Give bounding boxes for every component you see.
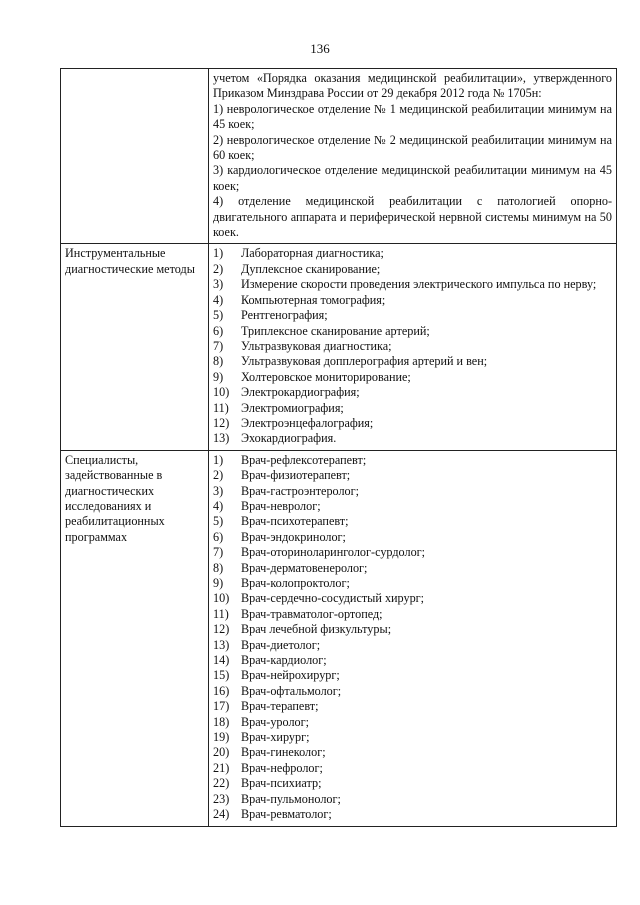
list-item-text: Электроэнцефалография; <box>241 415 374 430</box>
list-item-number: 15) <box>213 668 230 683</box>
list-item-number: 7) <box>213 545 224 560</box>
row1-intro: учетом «Порядка оказания медицинской реабилитации», утвержденного Приказом Минздрава России от 29 декабря 2012 года № 1705н: <box>213 71 612 101</box>
list-item <box>213 684 612 699</box>
list-item <box>213 453 612 468</box>
list-item <box>213 607 612 622</box>
list-item <box>213 638 612 653</box>
list-item-number: 23) <box>213 791 230 806</box>
list-item-number: 4) <box>213 498 224 513</box>
list-item-number: 22) <box>213 776 230 791</box>
list-item <box>213 622 612 637</box>
list-item-number: 5) <box>213 308 224 323</box>
list-item-text: Врач-дерматовенеролог; <box>241 560 368 575</box>
list-item-text: Врач-оториноларинголог-сурдолог; <box>241 545 426 560</box>
list-item <box>213 339 612 354</box>
specialists-list <box>213 453 612 823</box>
list-item <box>213 668 612 683</box>
table-row <box>61 69 617 244</box>
list-item <box>213 807 612 822</box>
row1-content-cell <box>209 69 617 244</box>
list-item <box>213 431 612 446</box>
list-item-text: Врач-рефлексотерапевт; <box>241 452 367 467</box>
list-item <box>213 262 612 277</box>
list-item <box>213 576 612 591</box>
list-item <box>213 591 612 606</box>
list-item <box>213 776 612 791</box>
list-item-text: Врач-ревматолог; <box>241 807 332 822</box>
list-item: 3) кардиологическое отделение медицинской реабилитации минимум на 45 коек; <box>213 163 612 193</box>
list-item-text: Врач-нефролог; <box>241 760 323 775</box>
list-item <box>213 530 612 545</box>
list-item-number: 21) <box>213 760 230 775</box>
list-item-number: 4) <box>213 292 224 307</box>
list-item <box>213 730 612 745</box>
list-item <box>213 370 612 385</box>
list-item-text: Дуплексное сканирование; <box>241 261 381 276</box>
list-item-number: 5) <box>213 514 224 529</box>
list-item <box>213 324 612 339</box>
row1-label-cell <box>61 69 209 244</box>
list-item-text: Врач-травматолог-ортопед; <box>241 606 383 621</box>
row3-content-cell <box>209 450 617 826</box>
list-item-number: 9) <box>213 369 224 384</box>
list-item-number: 12) <box>213 622 230 637</box>
list-item-text: Врач-терапевт; <box>241 699 319 714</box>
list-item-number: 8) <box>213 354 224 369</box>
list-item <box>213 561 612 576</box>
page-number: 136 <box>310 41 330 56</box>
list-item <box>213 401 612 416</box>
list-item <box>213 277 612 292</box>
list-item-number: 12) <box>213 415 230 430</box>
list-item-number: 9) <box>213 576 224 590</box>
list-item-text: Врач-психиатр; <box>241 776 322 791</box>
list-item-number: 18) <box>213 714 230 729</box>
list-item: 1) неврологическое отделение № 1 медицинской реабилитации минимум на 45 коек; <box>213 101 612 132</box>
list-item-number: 10) <box>213 385 230 400</box>
list-item-number: 6) <box>213 529 224 544</box>
document-table <box>60 68 617 827</box>
list-item-text: Врач-эндокринолог; <box>241 529 346 544</box>
list-item-text: Врач-колопроктолог; <box>241 576 350 590</box>
list-item-text: Врач-диетолог; <box>241 637 321 652</box>
diagnostic-methods-list <box>213 246 612 446</box>
list-item-text: Врач лечебной физкультуры; <box>241 622 392 637</box>
list-item <box>213 545 612 560</box>
list-item-text: Врач-пульмонолог; <box>241 791 341 806</box>
list-item-text: Компьютерная томография; <box>241 292 386 307</box>
list-item-number: 11) <box>213 606 229 621</box>
list-item-number: 13) <box>213 637 230 652</box>
list-item <box>213 653 612 668</box>
list-item <box>213 246 612 261</box>
list-item <box>213 385 612 400</box>
row2-label-cell: Инструментальные диагностические методы <box>61 244 209 450</box>
list-item-text: Рентгенография; <box>241 308 328 323</box>
list-item-number: 17) <box>213 699 230 714</box>
list-item-text: Врач-кардиолог; <box>241 653 327 668</box>
row3-label-cell: Специалисты, задействованные в диагностических исследованиях и реабилитационных программах <box>61 450 209 826</box>
list-item-text: Ультразвуковая допплерография артерий и вен; <box>241 354 488 369</box>
table-row <box>61 244 617 450</box>
list-item-text: Электромиография; <box>241 400 344 415</box>
list-item-number: 10) <box>213 591 230 606</box>
table-row <box>61 450 617 826</box>
list-item-text: Холтеровское мониторирование; <box>241 369 411 384</box>
list-item <box>213 293 612 308</box>
list-item-text: Врач-хирург; <box>241 730 310 745</box>
list-item <box>213 499 612 514</box>
list-item-text: Врач-психотерапевт; <box>241 514 349 529</box>
list-item-number: 19) <box>213 730 230 745</box>
list-item-number: 3) <box>213 483 224 498</box>
list-item-number: 8) <box>213 560 224 575</box>
list-item: 2) неврологическое отделение № 2 медицинской реабилитации минимум на 60 коек; <box>213 132 612 163</box>
list-item <box>213 308 612 323</box>
list-item-number: 16) <box>213 683 230 698</box>
list-item-number: 14) <box>213 653 230 668</box>
list-item-text: Врач-гинеколог; <box>241 745 326 760</box>
list-item <box>213 792 612 807</box>
list-item-text: Электрокардиография; <box>241 385 360 400</box>
list-item-number: 24) <box>213 807 230 822</box>
list-item <box>213 416 612 431</box>
list-item-text: Врач-гастроэнтеролог; <box>241 483 360 498</box>
list-item-number: 13) <box>213 431 230 446</box>
list-item-number: 20) <box>213 745 230 760</box>
row2-content-cell <box>209 244 617 450</box>
list-item-text: Ультразвуковая диагностика; <box>241 338 392 353</box>
list-item-number: 3) <box>213 277 224 292</box>
list-item: 4) отделение медицинской реабилитации с патологией опорно-двигательного аппарата и периферической нервной системы минимум на 50 коек. <box>213 194 612 240</box>
list-item-text: Врач-уролог; <box>241 714 310 729</box>
list-item-text: Измерение скорости проведения электрического импульса по нерву; <box>241 277 597 292</box>
list-item-number: 7) <box>213 338 224 353</box>
list-item <box>213 514 612 529</box>
list-item-text: Триплексное сканирование артерий; <box>241 323 430 338</box>
list-item-number: 6) <box>213 323 224 338</box>
list-item-text: Врач-сердечно-сосудистый хирург; <box>241 591 425 606</box>
list-item-text: Лабораторная диагностика; <box>241 246 384 261</box>
list-item-text: Эхокардиография. <box>241 431 337 446</box>
list-item <box>213 745 612 760</box>
list-item <box>213 761 612 776</box>
list-item-number: 11) <box>213 400 229 415</box>
list-item-text: Врач-физиотерапевт; <box>241 468 351 483</box>
list-item-number: 1) <box>213 246 224 261</box>
list-item <box>213 699 612 714</box>
list-item <box>213 354 612 369</box>
list-item-number: 2) <box>213 468 224 483</box>
list-item-text: Врач-невролог; <box>241 498 321 513</box>
list-item-number: 2) <box>213 261 224 276</box>
list-item-text: Врач-нейрохирург; <box>241 668 340 683</box>
list-item <box>213 484 612 499</box>
list-item <box>213 715 612 730</box>
list-item <box>213 468 612 483</box>
list-item-number: 1) <box>213 452 224 467</box>
list-item-text: Врач-офтальмолог; <box>241 683 342 698</box>
